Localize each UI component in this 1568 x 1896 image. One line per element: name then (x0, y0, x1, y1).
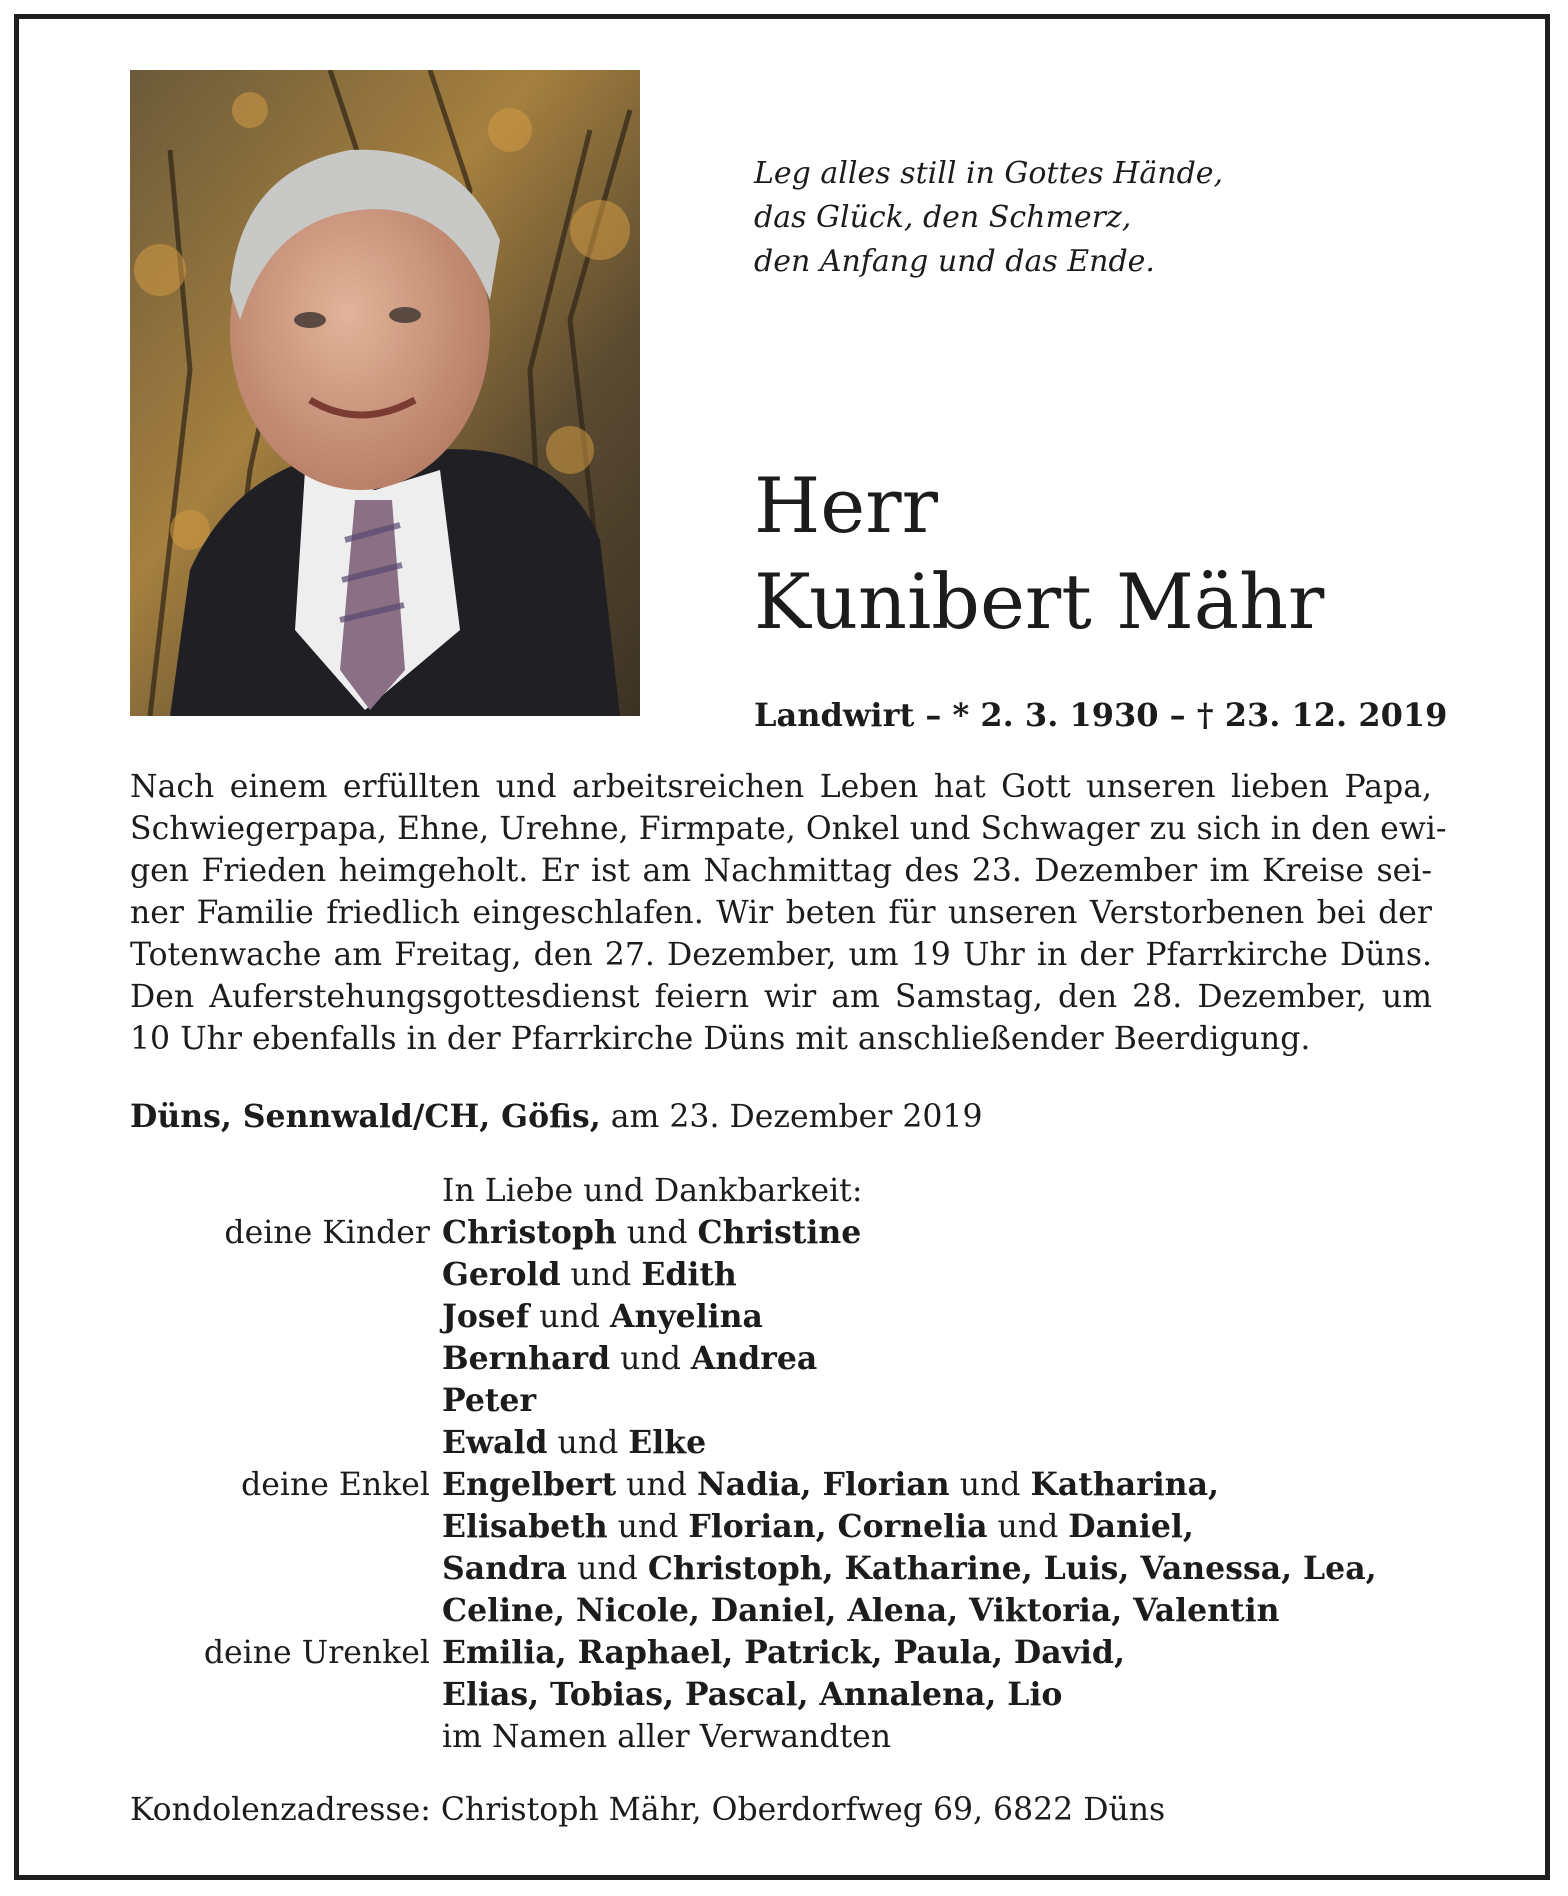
deceased-name (754, 458, 1324, 650)
mourner-name: Bernhard (442, 1340, 611, 1377)
mourner-name: Christoph (442, 1214, 617, 1251)
mourner-name: Celine, Nicole, Daniel, Alena, Viktoria, Valentin (442, 1592, 1280, 1629)
relation-label (130, 1380, 442, 1422)
mourner-name: Elke (628, 1424, 707, 1461)
quote-line: Leg alles still in Gottes Hände, (754, 156, 1224, 191)
relation-label: deine Enkel (241, 1467, 430, 1503)
mourner-row (130, 1338, 1377, 1380)
mourner-names (442, 1212, 861, 1254)
date: am 23. Dezember 2019 (600, 1099, 983, 1135)
title-name: Kunibert Mähr (754, 557, 1325, 646)
mourner-row (130, 1212, 1377, 1254)
title-honorific: Herr (754, 461, 938, 550)
mourner-name: Daniel, (1068, 1508, 1194, 1545)
quote-verse (754, 152, 1223, 284)
mourner-name: Ewald (442, 1424, 548, 1461)
mourner-name: Andrea (690, 1340, 818, 1377)
mourner-names (442, 1548, 1377, 1590)
mourner-name: Engelbert (442, 1466, 617, 1503)
connector-text: und (567, 1551, 648, 1587)
mourner-names (442, 1674, 1062, 1716)
text-line: Nach einem erfüllten und arbeitsreichen Leben hat Gott unseren lieben Papa, (130, 769, 1432, 805)
mourner-name: Nadia, Florian (696, 1466, 950, 1503)
mourner-name: Florian, Cornelia (688, 1508, 988, 1545)
occupation-dates: Landwirt – * 2. 3. 1930 – † 23. 12. 2019 (754, 696, 1448, 734)
connector-text: und (607, 1509, 689, 1545)
mourner-name: Edith (641, 1256, 737, 1293)
announcement-text (130, 766, 1447, 1060)
mourner-names (442, 1380, 536, 1422)
mourner-name: Christoph, Katharine, Luis, Vanessa, Lea, (647, 1550, 1377, 1587)
text-line: gen Frieden heimgeholt. Er ist am Nachmittag des 23. Dezember im Kreise sei- (130, 853, 1432, 889)
mourner-name: Christine (697, 1214, 862, 1251)
relation-label (130, 1296, 442, 1338)
connector-text: und (560, 1257, 642, 1293)
relation-label (130, 1590, 442, 1632)
relation-label: deine Urenkel (203, 1635, 430, 1671)
mourner-name: Elias, Tobias, Pascal, Annalena, Lio (442, 1676, 1063, 1713)
mourner-names (442, 1716, 891, 1758)
mourner-row (130, 1380, 1377, 1422)
connector-text: und (610, 1341, 691, 1377)
connector-text: im Namen aller Verwandten (442, 1719, 892, 1755)
mourner-row (130, 1548, 1377, 1590)
mourner-names (442, 1170, 862, 1212)
connector-text: und (529, 1299, 611, 1335)
mourner-row (130, 1170, 1377, 1212)
relation-label (130, 1170, 442, 1212)
portrait-photo (130, 70, 640, 716)
mourner-row (130, 1422, 1377, 1464)
mourner-names (442, 1464, 1219, 1506)
mourner-name: Katharina, (1030, 1466, 1219, 1503)
relation-label (130, 1254, 442, 1296)
mourner-name: Josef (442, 1298, 530, 1335)
mourner-row (130, 1254, 1377, 1296)
mourner-names (442, 1422, 706, 1464)
text-line: 10 Uhr ebenfalls in der Pfarrkirche Düns mit anschließender Beerdigung. (130, 1021, 1311, 1057)
mourner-row (130, 1674, 1377, 1716)
mourner-name: Sandra (442, 1550, 568, 1587)
text-line: Schwiegerpapa, Ehne, Urehne, Firmpate, Onkel und Schwager zu sich in den ewi- (130, 811, 1447, 847)
mourner-row (130, 1464, 1377, 1506)
condolence-address: Kondolenzadresse: Christoph Mähr, Oberdorfweg 69, 6822 Düns (130, 1792, 1166, 1828)
quote-line: das Glück, den Schmerz, (754, 200, 1132, 235)
mourner-names (442, 1296, 763, 1338)
text-line: Den Auferstehungsgottesdienst feiern wir am Samstag, den 28. Dezember, um (130, 979, 1432, 1015)
place-date-line (130, 1098, 983, 1135)
connector-text: In Liebe und Dankbarkeit: (442, 1173, 863, 1209)
mourner-row (130, 1296, 1377, 1338)
mourner-row (130, 1506, 1377, 1548)
mourner-names (442, 1590, 1279, 1632)
mourner-name: Anyelina (610, 1298, 763, 1335)
relation-label (130, 1422, 442, 1464)
connector-text: und (616, 1215, 698, 1251)
relation-label (130, 1338, 442, 1380)
relation-label: deine Kinder (224, 1215, 430, 1251)
mourner-name: Gerold (442, 1256, 561, 1293)
connector-text: und (949, 1467, 1031, 1503)
mourner-row (130, 1590, 1377, 1632)
mourner-names (442, 1254, 737, 1296)
mourner-name: Peter (442, 1382, 537, 1419)
mourner-name: Emilia, Raphael, Patrick, Paula, David, (442, 1634, 1125, 1671)
mourner-names (442, 1338, 817, 1380)
connector-text: und (547, 1425, 629, 1461)
relation-label (130, 1506, 442, 1548)
mourners-list (130, 1170, 1377, 1758)
mourner-row (130, 1716, 1377, 1758)
mourner-name: Elisabeth (442, 1508, 608, 1545)
mourner-row (130, 1632, 1377, 1674)
relation-label (130, 1716, 442, 1758)
text-line: Totenwache am Freitag, den 27. Dezember, um 19 Uhr in der Pfarrkirche Düns. (130, 937, 1432, 973)
mourner-names (442, 1506, 1194, 1548)
quote-line: den Anfang und das Ende. (754, 244, 1155, 279)
relation-label (130, 1674, 442, 1716)
connector-text: und (616, 1467, 697, 1503)
places: Düns, Sennwald/CH, Göfis, (130, 1098, 601, 1135)
connector-text: und (987, 1509, 1069, 1545)
text-line: ner Familie friedlich eingeschlafen. Wir beten für unseren Verstorbenen bei der (130, 895, 1432, 931)
mourner-names (442, 1632, 1125, 1674)
relation-label (130, 1548, 442, 1590)
